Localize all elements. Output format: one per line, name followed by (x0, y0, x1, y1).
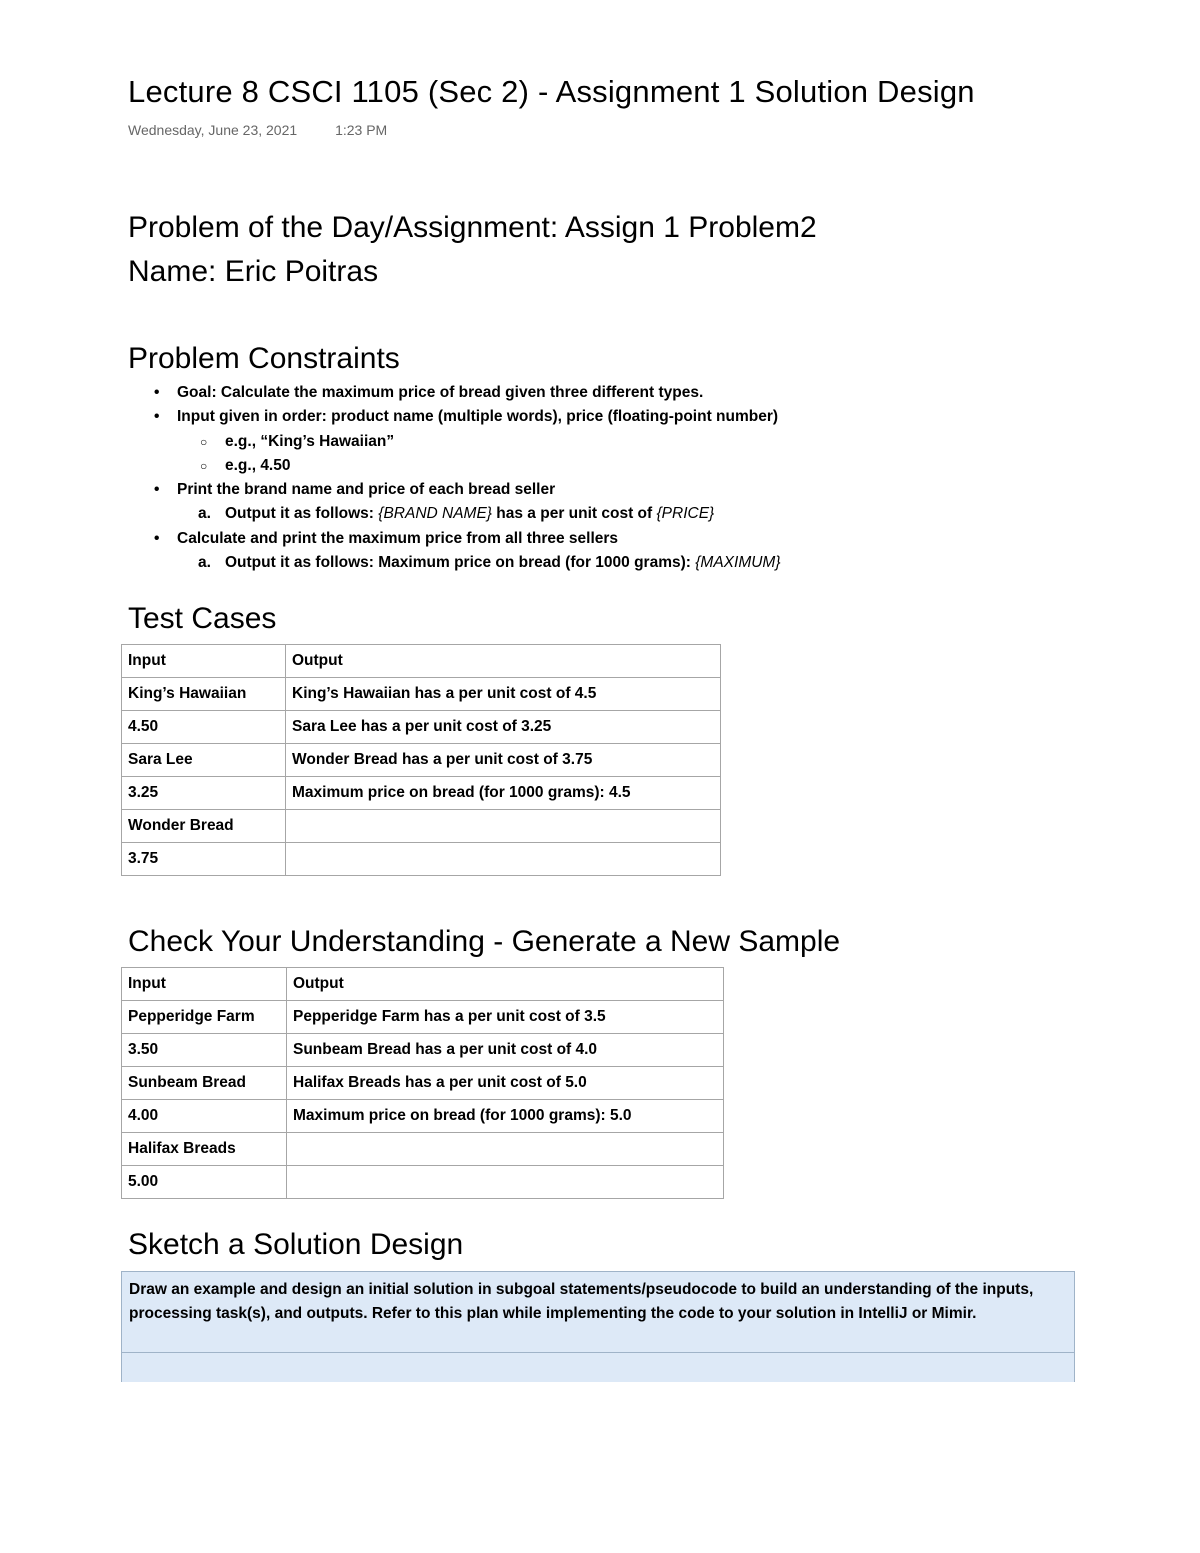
bullet-icon: • (154, 408, 160, 426)
input-cell: Sunbeam Bread (122, 1067, 287, 1100)
print-output-mid: has a per unit cost of (491, 505, 657, 523)
list-item (152, 502, 1052, 526)
table-row (122, 1034, 724, 1067)
table-row (122, 1133, 724, 1166)
input-cell: Sara Lee (122, 744, 286, 777)
column-header: Output (286, 645, 721, 678)
constraint-input: Input given in order: product name (multiple words), price (floating-point number) (177, 408, 779, 426)
input-cell: Pepperidge Farm (122, 1001, 287, 1034)
output-cell: Halifax Breads has a per unit cost of 5.0 (287, 1067, 724, 1100)
print-output-price: {PRICE} (656, 505, 715, 523)
sketch-table (121, 1271, 1075, 1382)
output-cell (287, 1166, 724, 1199)
list-item (152, 381, 1052, 405)
list-item (152, 527, 1052, 551)
column-header: Input (122, 968, 287, 1001)
input-cell: 3.25 (122, 777, 286, 810)
output-cell (286, 810, 721, 843)
input-cell: 4.50 (122, 711, 286, 744)
constraint-goal: Goal: Calculate the maximum price of bread given three different types. (177, 384, 704, 401)
bullet-icon: • (154, 481, 160, 499)
output-cell: Sunbeam Bread has a per unit cost of 4.0 (287, 1034, 724, 1067)
table-row (122, 1166, 724, 1199)
table-row (122, 678, 721, 711)
circle-bullet-icon: ○ (200, 434, 208, 449)
table-header-row (122, 968, 724, 1001)
calc-output-max: {MAXIMUM} (695, 554, 781, 572)
table-row (122, 777, 721, 810)
input-cell: 3.75 (122, 843, 286, 876)
sketch-instructions: Draw an example and design an initial solution in subgoal statements/pseudocode to build an understanding of the inputs, processing task(s), and outputs. Refer to this plan while implementing the code to your solution in IntelliJ or Mimir. (129, 1281, 1034, 1322)
table-row (122, 1001, 724, 1034)
column-header: Input (122, 645, 286, 678)
problem-of-the-day: Problem of the Day/Assignment: Assign 1 Problem2 (128, 211, 817, 244)
sketch-divider (122, 1352, 1074, 1353)
page-time: 1:23 PM (335, 122, 388, 138)
output-cell: Sara Lee has a per unit cost of 3.25 (286, 711, 721, 744)
table-row (122, 1100, 724, 1133)
output-cell: Maximum price on bread (for 1000 grams): 5.0 (287, 1100, 724, 1133)
list-item (152, 551, 1052, 575)
column-header: Output (287, 968, 724, 1001)
list-item (152, 478, 1052, 502)
circle-bullet-icon: ○ (200, 458, 208, 473)
page-timestamp (128, 122, 387, 138)
list-item (152, 430, 1052, 454)
table-row (122, 843, 721, 876)
test-cases-heading: Test Cases (128, 602, 277, 635)
table-header-row (122, 645, 721, 678)
sub-marker: a. (198, 505, 211, 523)
page-title: Lecture 8 CSCI 1105 (Sec 2) - Assignment 1 Solution Design (128, 74, 975, 109)
output-cell: Pepperidge Farm has a per unit cost of 3.5 (287, 1001, 724, 1034)
student-name: Name: Eric Poitras (128, 255, 379, 288)
bullet-icon: • (154, 529, 160, 547)
input-cell: King’s Hawaiian (122, 678, 286, 711)
bullet-icon: • (154, 384, 160, 401)
constraint-calc: Calculate and print the maximum price from all three sellers (177, 529, 619, 547)
output-cell (286, 843, 721, 876)
page-date: Wednesday, June 23, 2021 (128, 122, 298, 138)
calc-output-prefix: Output it as follows: Maximum price on bread (for 1000 grams): (225, 554, 696, 572)
output-cell: Wonder Bread has a per unit cost of 3.75 (286, 744, 721, 777)
table-row (122, 1067, 724, 1100)
input-cell: Wonder Bread (122, 810, 286, 843)
table-row (122, 711, 721, 744)
check-understanding-heading: Check Your Understanding - Generate a New Sample (128, 925, 841, 958)
input-cell: 3.50 (122, 1034, 287, 1067)
input-cell: Halifax Breads (122, 1133, 287, 1166)
test-cases-table (121, 644, 721, 876)
check-understanding-table (121, 967, 724, 1199)
constraint-print: Print the brand name and price of each bread seller (177, 481, 556, 499)
input-cell: 5.00 (122, 1166, 287, 1199)
output-cell: King’s Hawaiian has a per unit cost of 4.5 (286, 678, 721, 711)
print-output-brand: {BRAND NAME} (378, 505, 492, 523)
sketch-heading: Sketch a Solution Design (128, 1228, 464, 1261)
constraints-list (152, 381, 1052, 575)
list-item (152, 454, 1052, 478)
input-cell: 4.00 (122, 1100, 287, 1133)
sub-marker: a. (198, 554, 211, 572)
output-cell (287, 1133, 724, 1166)
constraint-example-2: e.g., 4.50 (225, 456, 291, 474)
constraints-heading: Problem Constraints (128, 342, 400, 375)
print-output-prefix: Output it as follows: (225, 505, 379, 523)
constraint-example-1: e.g., “King’s Hawaiian” (225, 432, 395, 450)
table-row (122, 810, 721, 843)
list-item (152, 405, 1052, 429)
output-cell: Maximum price on bread (for 1000 grams): 4.5 (286, 777, 721, 810)
table-row (122, 744, 721, 777)
